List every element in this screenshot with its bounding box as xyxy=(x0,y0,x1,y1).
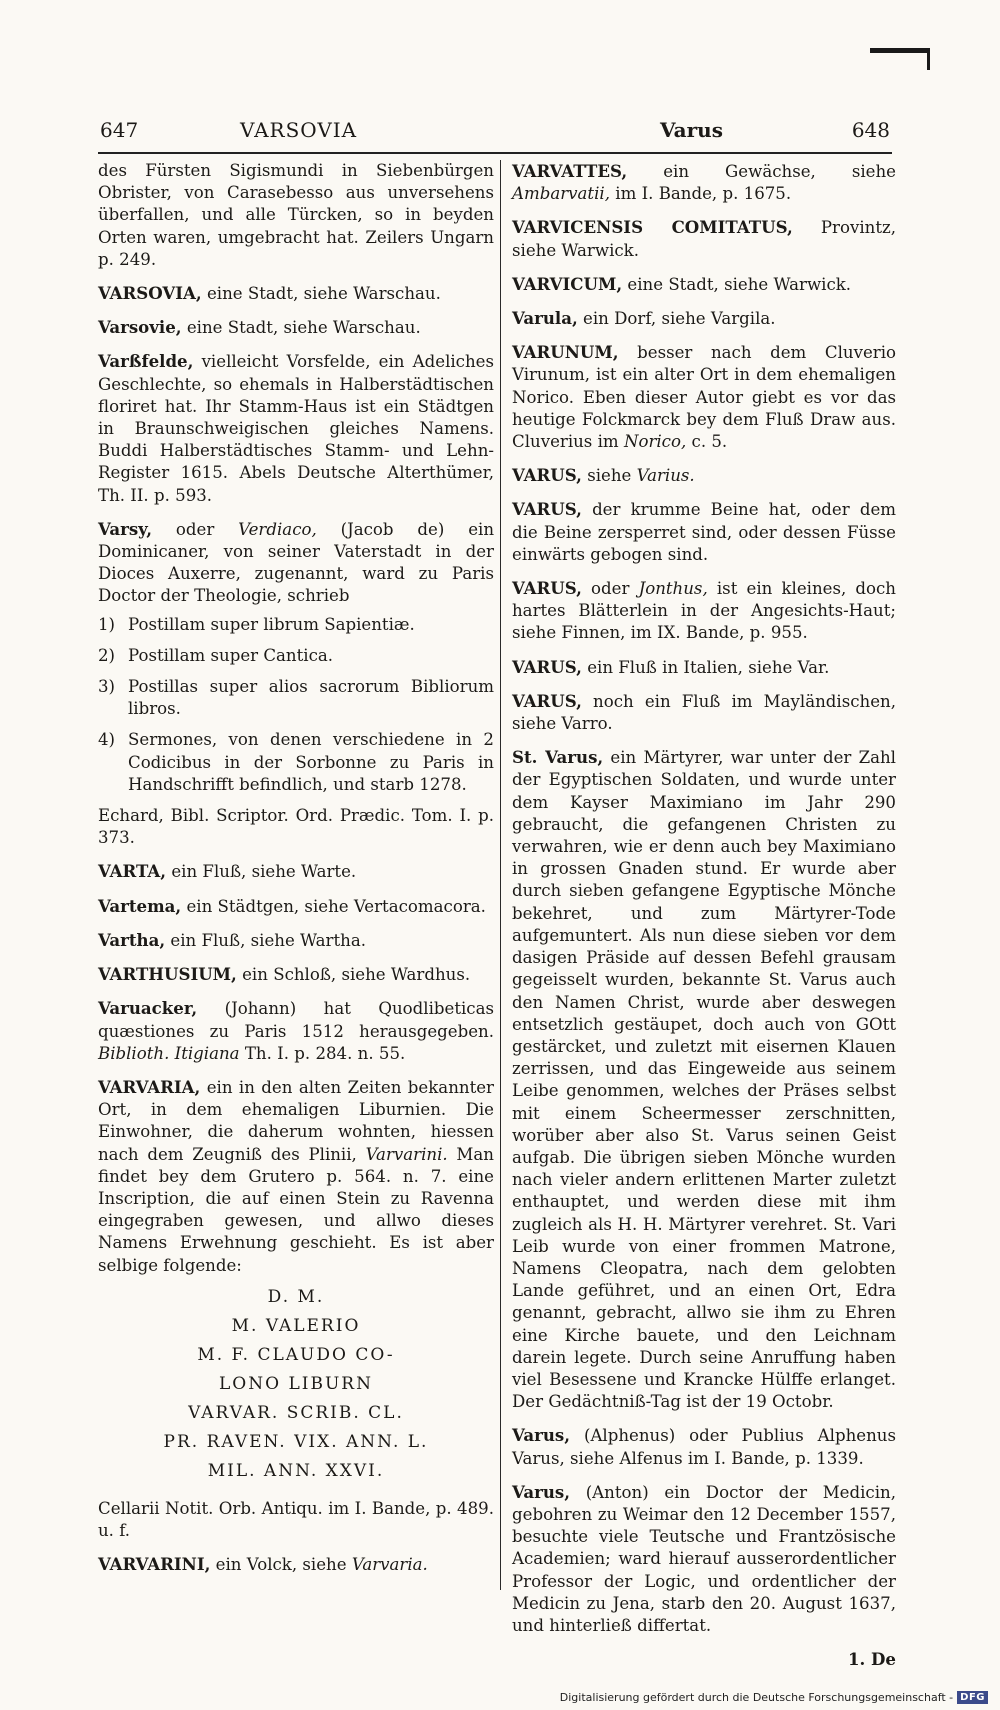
entry-lemma: Varula, xyxy=(512,308,578,329)
entry-lemma: VARTA, xyxy=(98,861,167,882)
header-rule xyxy=(98,152,892,154)
left-page-number: 647 xyxy=(100,118,139,142)
entry-varsovia: VARSOVIA, eine Stadt, siehe Warschau. xyxy=(98,283,441,304)
list-item: 2) Postillam super Cantica. xyxy=(98,645,334,665)
entry-varus-anton: Varus, (Anton) ein Doctor der Medicin, gebohren zu Weimar den 12 December 1557, besuchte viele Teutsche und Frantzösische Academien; ward hierauf ausserordentlicher Professor der Logic, und ordentlicher der Medicin zu Jena, starb den 20. August 1637, und hinterließ differtat. xyxy=(512,1481,896,1635)
entry-lemma: Varus, xyxy=(512,1425,571,1446)
entry-lemma: VARUS, xyxy=(512,465,582,486)
entry-lemma: Varus, xyxy=(512,1481,571,1502)
entry-lemma: Varuacker, xyxy=(98,998,198,1019)
entry-varvarini: VARVARINI, ein Volck, siehe Varvaria. xyxy=(98,1554,428,1575)
dfg-logo: DFG xyxy=(957,1691,988,1704)
entry-lemma: Varsovie, xyxy=(98,317,182,338)
entry-lemma: VARVICENSIS COMITATUS, xyxy=(512,217,793,238)
entry-vartema: Vartema, ein Städtgen, siehe Vertacomacora. xyxy=(98,895,486,916)
right-running-title: Varus xyxy=(660,118,723,142)
entry-varus-fluss-italien: VARUS, ein Fluß in Italien, siehe Var. xyxy=(512,656,830,677)
entry-varunum: VARUNUM, besser nach dem Cluverio Virunum, ist ein alter Ort in dem ehemaligen Norico. Eben dieser Autor giebt es vor das heutige Folckmarck bey dem Fluß Draw aus. Cluverius im Norico, c. 5. xyxy=(512,342,897,452)
entry-lemma: VARUS, xyxy=(512,499,582,520)
entry-varvicum: VARVICUM, eine Stadt, siehe Warwick. xyxy=(512,273,852,294)
inscription-line: M. VALERIO xyxy=(231,1315,361,1336)
entry-lemma: VARTHUSIUM, xyxy=(98,964,237,985)
entry-varus-jonthus: VARUS, oder Jonthus, ist ein kleines, doch hartes Blätterlein in der Angesichts-Haut; siehe Finnen, im IX. Bande, p. 955. xyxy=(512,578,896,643)
list-item: 4) Sermones, von denen verschiedene in 2 Codicibus in der Sorbonne zu Paris in Handschrifft befindlich, und starb 1278. xyxy=(98,730,494,794)
right-column xyxy=(512,160,896,1670)
inscription-line: MIL. ANN. XXVI. xyxy=(207,1460,385,1481)
entry-varvicensis: VARVICENSIS COMITATUS, Provintz, siehe Warwick. xyxy=(512,217,897,260)
entry-varthusium: VARTHUSIUM, ein Schloß, siehe Wardhus. xyxy=(98,964,471,985)
inscription-line: VARVAR. SCRIB. CL. xyxy=(188,1402,404,1423)
digitization-footer xyxy=(560,1691,988,1704)
page-corner-mark xyxy=(870,48,930,53)
column-divider xyxy=(500,160,501,1590)
entry-varssfelde: Varßfelde, vielleicht Vorsfelde, ein Adeliches Geschlechte, so ehemals in Halberstädtischen floriret hat. Ihr Stamm-Haus ist ein Städtgen in Braunschweigischen gleiches Namens. Buddi Halberstädtisches Stamm- und Lehn-Register 1615. Abels Deutsche Alterthümer, Th. II. p. 593. xyxy=(98,351,494,505)
left-column xyxy=(98,160,494,1587)
entry-varvattes: VARVATTES, ein Gewächse, siehe Ambarvatii, im I. Bande, p. 1675. xyxy=(512,161,896,204)
running-header xyxy=(100,118,890,152)
entry-varus-fluss-maylaendisch: VARUS, noch ein Fluß im Mayländischen, siehe Varro. xyxy=(512,690,896,734)
page-corner-tick xyxy=(927,48,930,70)
inscription-line: PR. RAVEN. VIX. ANN. L. xyxy=(163,1431,429,1452)
entry-lemma: Vartema, xyxy=(98,895,182,916)
entry-lemma: VARUS, xyxy=(512,578,582,599)
right-page-number: 648 xyxy=(851,118,890,142)
entry-varvaria: VARVARIA, ein in den alten Zeiten bekannter Ort, in dem ehemaligen Liburnien. Die Einwohner, die daherum wohnten, hiessen nach dem Zeugniß des Plinii, Varvarini. Man findet bey dem Grutero p. 564. n. 7. eine Inscription, die auf einen Stein zu Ravenna eingegraben gewesen, und allwo dieses Namens Erwehnung geschieht. Es ist aber selbige folgende: xyxy=(98,1076,494,1275)
entry-lemma: VARVARINI, xyxy=(98,1554,211,1575)
entry-lemma: VARUS, xyxy=(512,656,582,677)
inscription-line: D. M. xyxy=(267,1286,325,1307)
list-item: 1) Postillam super librum Sapientiæ. xyxy=(98,614,415,634)
entry-lemma: VARUS, xyxy=(512,690,582,711)
entry-varsovie: Varsovie, eine Stadt, siehe Warschau. xyxy=(98,317,421,338)
entry-lemma: Varsy, xyxy=(98,518,153,539)
entry-varsy: Varsy, oder Verdiaco, (Jacob de) ein Dominicaner, von seiner Vaterstadt in der Dioces Auxerre, zugenannt, ward zu Paris Doctor der Theologie, schrieb xyxy=(98,518,495,606)
entry-varta: VARTA, ein Fluß, siehe Warte. xyxy=(98,861,357,882)
entry-st-varus: St. Varus, ein Märtyrer, war unter der Zahl der Egyptischen Soldaten, und wurde unter dem Kayser Maximiano im Jahr 290 gebraucht, die gefangenen Christen zu verwahren, wie er denn auch bey Maximiano in grossen Gnaden stund. Er wurde aber durch sieben gefangene Egyptische Mönche bekehret, und zum Märtyrer-Tode aufgemuntert. Als nun diese sieben vor dem dasigen Präside auf dessen Befehl grausam gegeisselt wurden, bekannte St. Varus auch den Namen Christ, wurde aber deswegen entsetzlich gestäupet, doch auch von GOtt gestärcket, und zuletzt mit eisernen Klauen zerrissen, und das Eingeweide aus seinem Leibe genommen, welches der Präses selbst mit einem Scheermesser zerschnitten, worüber aber also St. Varus seinen Geist aufgab. Die übrigen sieben Mönche wurden nach vieler andern erlittenen Marter zuletzt enthauptet, und werden diese mit ihm zugleich als H. H. Märtyrer verehret. St. Vari Leib wurde von einer frommen Matrone, Namens Cleopatra, nach dem gelobten Lande geführet, und an einen Ort, Edra genannt, gebracht, allwo sie ihm zu Ehren eine Kirche bauete, und den Leichnam darein legete. Durch seine Anruffung haben viel Besessene und Krancke Hülffe erlanget. Der Gedächtniß-Tag ist der 19 Octobr. xyxy=(512,747,896,1412)
list-item: 3) Postillas super alios sacrorum Bibliorum libros. xyxy=(98,677,494,719)
entry-echard-citation: Echard, Bibl. Scriptor. Ord. Prædic. Tom. I. p. 373. xyxy=(98,806,494,848)
left-running-title: VARSOVIA xyxy=(240,118,358,142)
entry-lemma: VARVARIA, xyxy=(98,1076,201,1097)
entry-lemma: VARUNUM, xyxy=(512,342,619,363)
entry-lemma: St. Varus, xyxy=(512,747,604,768)
entry-vartha: Vartha, ein Fluß, siehe Wartha. xyxy=(98,929,367,950)
entry-varus-varius: VARUS, siehe Varius. xyxy=(512,465,695,486)
inscription-line: LONO LIBURN xyxy=(219,1373,373,1394)
entry-lemma: VARVICUM, xyxy=(512,273,623,294)
entry-lemma: VARSOVIA, xyxy=(98,283,202,304)
footer-text: Digitalisierung gefördert durch die Deutsche Forschungsgemeinschaft - xyxy=(559,1691,954,1704)
entry-varus-beine: VARUS, der krumme Beine hat, oder dem die Beine zersperret sind, oder dessen Füsse einwärts gebogen sind. xyxy=(512,499,897,564)
entry-lemma: Varßfelde, xyxy=(98,351,194,372)
entry-varus-alphenus: Varus, (Alphenus) oder Publius Alphenus Varus, siehe Alfenus im I. Bande, p. 1339. xyxy=(512,1425,896,1468)
entry-lemma: Vartha, xyxy=(98,929,166,950)
entry-lemma: VARVATTES, xyxy=(512,161,628,181)
entry-varula: Varula, ein Dorf, siehe Vargila. xyxy=(512,308,776,329)
inscription-line: M. F. CLAUDO CO- xyxy=(197,1344,395,1365)
entry-varuacker: Varuacker, (Johann) hat Quodlibeticas quæstiones zu Paris 1512 herausgegeben. Biblioth. Itigiana Th. I. p. 284. n. 55. xyxy=(98,998,495,1063)
entry-cellarii-citation: Cellarii Notit. Orb. Antiqu. im I. Bande, p. 489. u. f. xyxy=(98,1498,494,1540)
catchword: 1. De xyxy=(847,1649,896,1670)
entry-continuation: des Fürsten Sigismundi in Siebenbürgen Obrister, von Carasebesso aus unversehens überfallen, und alle Türcken, so in beyden Orten waren, umgebracht hat. Zeilers Ungarn p. 249. xyxy=(98,161,494,269)
latin-inscription xyxy=(98,1283,494,1486)
